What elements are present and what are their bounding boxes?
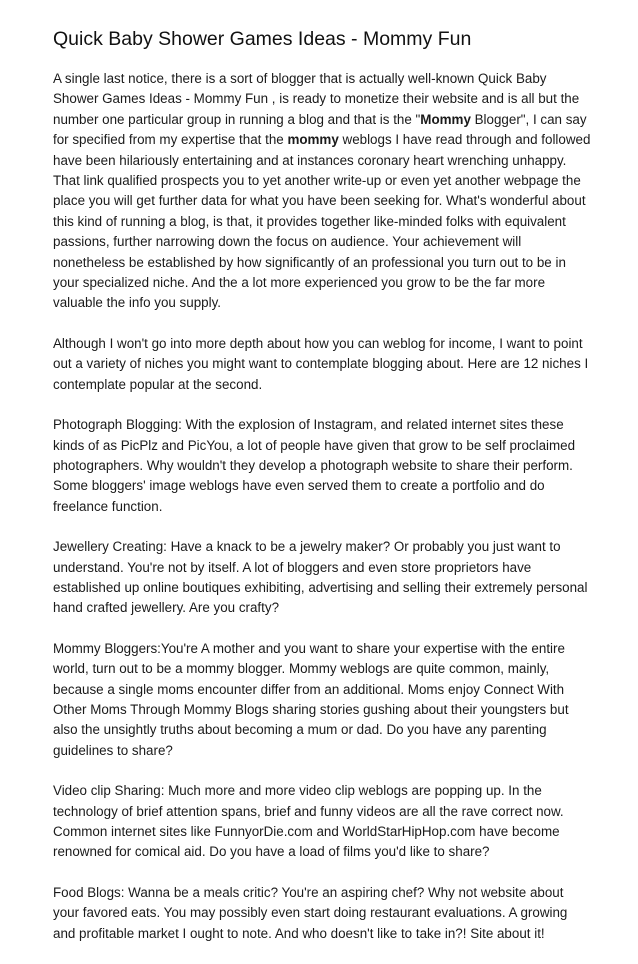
paragraph-text: Photograph Blogging: With the explosion of Instagram, and related internet sites these kinds of as PicPlz and PicYou, a lot of people have given that grow to be self proclaimed photographers. Why wouldn't they develop a photograph website to share their perform. Some bloggers' image weblogs have even served them to create a portfolio and do freelance function. <box>53 417 576 514</box>
paragraph-photograph-blogging <box>53 415 593 517</box>
paragraph-text: Food Blogs: Wanna be a meals critic? You're an aspiring chef? Why not website about your favored eats. You may possibly even start doing restaurant evaluations. A growing and profitable market I ought to note. And who doesn't like to take in?! Site about it! <box>53 884 568 941</box>
paragraph-intro <box>53 69 593 314</box>
paragraph-text: Blogger", I can say for specified from my expertise that the <box>53 111 587 148</box>
paragraph-text: Although I won't go into more depth about how you can weblog for income, I want to point out a variety of niches you might want to contemplate blogging about. Here are 12 niches I contemplate popular at the second. <box>53 335 589 392</box>
document-page <box>53 26 593 964</box>
paragraph-video-clip-sharing <box>53 781 593 863</box>
paragraph-text: Mommy Bloggers:You're A mother and you want to share your expertise with the entire world, turn out to be a mommy blogger. Mommy weblogs are quite common, mainly, because a single moms encounter differ from an additional. Moms enjoy Connect With Other Moms Through Mommy Blogs sharing stories gushing about their youngsters but also the unsightly truths about becoming a mum or dad. Do you have any parenting guidelines to share? <box>53 640 569 758</box>
paragraph-niches-intro <box>53 334 593 395</box>
paragraph-food-blogs <box>53 883 593 944</box>
paragraph-text: Video clip Sharing: Much more and more video clip weblogs are popping up. In the technology of brief attention spans, brief and funny videos are all the rave correct now. Common internet sites like FunnyorDie.com and WorldStarHipHop.com have become renowned for comical aid. Do you have a load of films you'd like to share? <box>53 783 564 860</box>
page-title: Quick Baby Shower Games Ideas - Mommy Fun <box>53 28 472 50</box>
emphasis-text: Mommy <box>420 111 471 127</box>
paragraph-text: Jewellery Creating: Have a knack to be a jewelry maker? Or probably you just want to understand. You're not by itself. A lot of bloggers and even store proprietors have established up online boutiques exhibiting, advertising and selling their extremely personal hand crafted jewellery. Are you crafty? <box>53 539 588 616</box>
paragraph-jewellery-creating <box>53 537 593 619</box>
paragraph-mommy-bloggers <box>53 639 593 761</box>
paragraph-text: weblogs I have read through and followed have been hilariously entertaining and at instances coronary heart wrenching unhappy. That link qualified prospects you to yet another write-up or even yet another webpage the place you will get further data for what you have been seeking for. What's wonderful about this kind of running a blog, is that, it provides together like-minded folks with equivalent passions, further narrowing down the focus on audience. Your achievement will nonetheless be established by how significantly of an professional you turn out to be in your specialized niche. And the a lot more experienced you grow to be the far more valuable the info you supply. <box>53 132 591 311</box>
paragraph-text: A single last notice, there is a sort of blogger that is actually well-known Quick Baby Shower Games Ideas - Mommy Fun , is ready to monetize their website and is all but the number one particular group in running a blog and that is the " <box>53 71 580 127</box>
emphasis-text: mommy <box>287 132 339 148</box>
